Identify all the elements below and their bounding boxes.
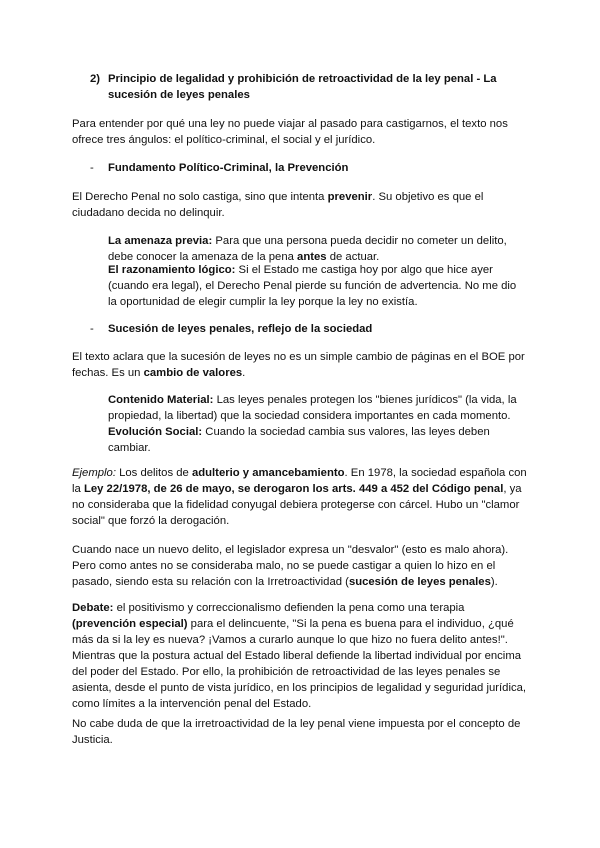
conclusion-paragraph: No cabe duda de que la irretroactividad de la ley penal viene impuesta por el concepto de Justicia.	[72, 718, 521, 746]
nuevo-delito-paragraph: Cuando nace un nuevo delito, el legislador expresa un "desvalor" (esto es malo ahora). Pero como antes no se consideraba malo, no se puede castigar a quien lo hizo en el pasado, siendo esta su relación con la Irretroactividad (sucesión de leyes penales).	[72, 544, 509, 588]
bullet-heading-prevencion	[90, 160, 550, 176]
heading-number: 2)	[90, 73, 101, 85]
intro-paragraph: Para entender por qué una ley no puede viajar al pasado para castigarnos, el texto nos ofrece tres ángulos: el político-criminal, el social y el jurídico.	[72, 118, 508, 146]
term-label: Evolución Social:	[108, 426, 203, 438]
amenaza-paragraph: La amenaza previa: Para que una persona pueda decidir no cometer un delito, debe conocer la amenaza de la pena antes de actuar.	[108, 235, 507, 263]
term-label: Contenido Material:	[108, 394, 214, 406]
bullet-title: Sucesión de leyes penales, reflejo de la sociedad	[108, 323, 373, 335]
term-label: El razonamiento lógico:	[108, 264, 236, 276]
ejemplo-paragraph: Ejemplo: Los delitos de adulterio y amancebamiento. En 1978, la sociedad española con la Ley 22/1978, de 26 de mayo, se derogaron los arts. 449 a 452 del Código penal, ya no consideraba que la fidelidad conyugal debiera protegerse con cárcel. Hubo un "clamor social" que forzó la derogación.	[72, 467, 527, 527]
heading-title: Principio de legalidad y prohibición de retroactividad de la ley penal - La sucesión de leyes penales	[108, 73, 497, 101]
section-heading	[90, 71, 530, 103]
sucesion-paragraph: El texto aclara que la sucesión de leyes no es un simple cambio de páginas en el BOE por fechas. Es un cambio de valores.	[72, 351, 525, 379]
bullet-heading-sucesion	[90, 321, 550, 337]
contenido-material-paragraph: Contenido Material: Las leyes penales protegen los "bienes jurídicos" (la vida, la propiedad, la libertad) que la sociedad considera importantes en cada momento.	[108, 394, 517, 422]
bullet-title: Fundamento Político-Criminal, la Prevención	[108, 162, 349, 174]
term-label: La amenaza previa:	[108, 235, 213, 247]
debate-paragraph: Debate: el positivismo y correccionalismo defienden la pena como una terapia (prevención especial) para el delincuente, "Si la pena es buena para el individuo, ¿qué más da si la ley es nueva? ¡Vamos a curarlo aunque lo que hizo no fuera delito antes!". Mientras que la postura actual del Estado liberal defiende la libertad individual por encima del poder del Estado. Por ello, la prohibición de retroactividad de las leyes penales se asienta, desde el punto de vista jurídico, en los principios de legalidad y seguridad jurídica, como límites a la intervención penal del Estado.	[72, 602, 527, 710]
prevencion-paragraph: El Derecho Penal no solo castiga, sino que intenta prevenir. Su objetivo es que el ciudadano decida no delinquir.	[72, 191, 484, 219]
bullet-dash: -	[90, 162, 94, 174]
bullet-dash: -	[90, 323, 94, 335]
evolucion-social-paragraph: Evolución Social: Cuando la sociedad cambia sus valores, las leyes deben cambiar.	[108, 426, 490, 454]
example-label: Ejemplo:	[72, 467, 116, 479]
razonamiento-paragraph: El razonamiento lógico: Si el Estado me castiga hoy por algo que hice ayer (cuando era legal), el Derecho Penal pierde su función de advertencia. No me dio la oportunidad de elegir cumplir la ley porque la ley no existía.	[108, 264, 517, 308]
debate-label: Debate:	[72, 602, 114, 614]
